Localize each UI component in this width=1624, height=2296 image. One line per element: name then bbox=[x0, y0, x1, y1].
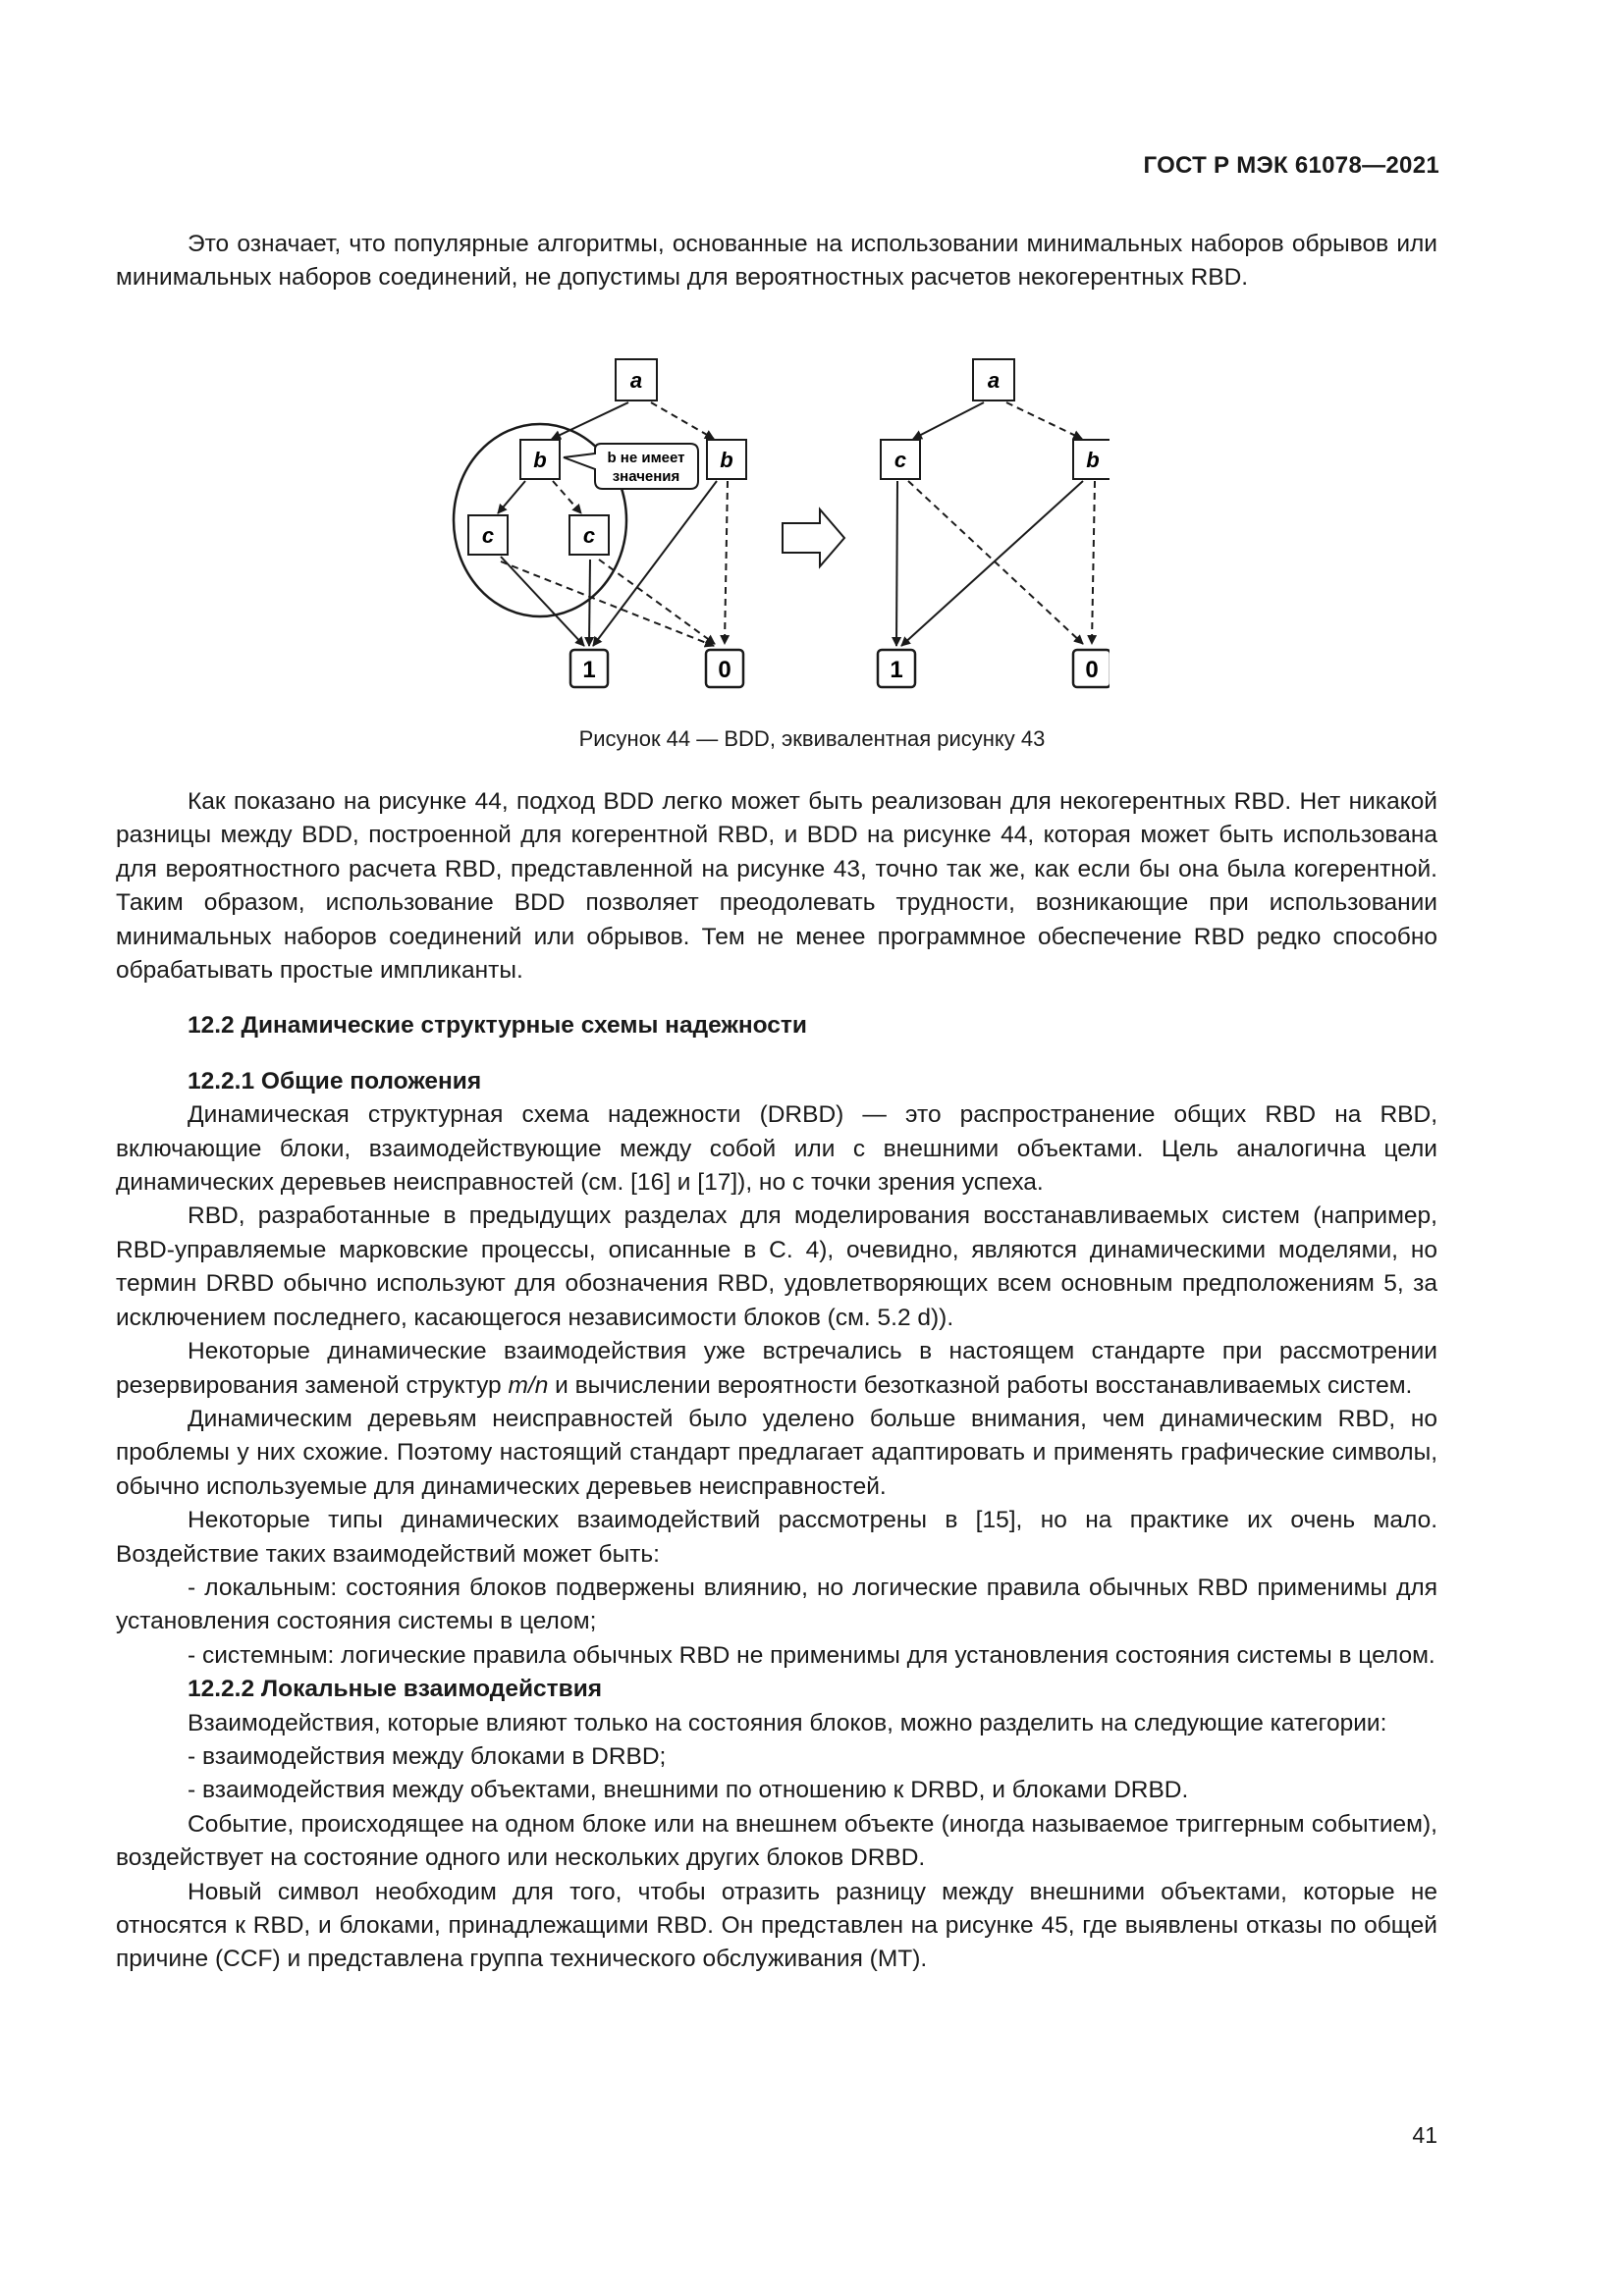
list-item: - локальным: состояния блоков подвержены влиянию, но логические правила обычных RBD применимы для установления состояния системы в целом; bbox=[116, 1574, 1437, 1635]
edge-a-b1-solid bbox=[552, 402, 628, 439]
intro-block bbox=[116, 228, 1437, 295]
paragraph: Взаимодействия, которые влияют только на состояния блоков, можно разделить на следующие категории: bbox=[188, 1709, 1387, 1736]
edge-c-1-solid bbox=[896, 481, 897, 646]
terminal-0: 0 bbox=[1085, 657, 1099, 683]
node-a: a bbox=[629, 368, 643, 393]
right-bdd bbox=[878, 359, 1110, 687]
list-item: - взаимодействия между блоками в DRBD; bbox=[188, 1742, 667, 1770]
left-bdd bbox=[454, 359, 746, 687]
paragraph: Это означает, что популярные алгоритмы, основанные на использовании минимальных наборов обрывов или минимальных наборов соединений, не допустимы для вероятностных расчетов некогерентных RBD. bbox=[116, 231, 1437, 292]
paragraph: Как показано на рисунке 44, подход BDD легко может быть реализован для некогерентных RBD. Нет никакой разницы между BDD, построенной для когерентной RBD, и BDD на рисунке 44, которая может быть использована для вероятностного расчета RBD, представленной на рисунке 43, точно так же, как если бы она была когерентной. Таким образом, использование BDD позволяет преодолевать трудности, возникающие при использовании минимальных наборов соединений или обрывов. Тем не менее программное обеспечение RBD редко способно обрабатывать простые импликанты. bbox=[116, 788, 1437, 985]
edge-c1-1-solid bbox=[501, 557, 584, 646]
figure-caption: Рисунок 44 — BDD, эквивалентная рисунку 43 bbox=[578, 726, 1046, 751]
edge-b-1-solid bbox=[901, 481, 1083, 646]
edge-b2-1-solid bbox=[593, 481, 717, 646]
body-block bbox=[116, 785, 1437, 1977]
node-b: b bbox=[1086, 448, 1100, 472]
text-span: и вычислении вероятности безотказной работы восстанавливаемых систем. bbox=[548, 1371, 1413, 1399]
node-c2: c bbox=[582, 523, 596, 548]
list-item: - системным: логические правила обычных RBD не применимы для установления состояния системы в целом. bbox=[188, 1641, 1435, 1669]
text-span: Некоторые динамические взаимодействия уже встречались в настоящем стандарте при рассмотрении резервирования заменой структур bbox=[116, 1338, 1437, 1399]
edge-a-b-dashed bbox=[1006, 402, 1082, 439]
node-c1: c bbox=[481, 523, 495, 548]
list-item: - взаимодействия между объектами, внешними по отношению к DRBD, и блоками DRBD. bbox=[188, 1777, 1189, 1804]
node-a: a bbox=[987, 368, 1001, 393]
section-heading-12-2: 12.2 Динамические структурные схемы надежности bbox=[188, 1012, 807, 1040]
callout-line-1: b не имеет bbox=[607, 450, 685, 466]
node-b2: b bbox=[720, 448, 733, 472]
terminal-1: 1 bbox=[890, 657, 903, 683]
section-heading-12-2-1: 12.2.1 Общие положения bbox=[188, 1067, 482, 1095]
edge-b2-0-dashed bbox=[725, 481, 728, 644]
paragraph: RBD, разработанные в предыдущих разделах для моделирования восстанавливаемых систем (например, RBD-управляемые марковские процессы, описанные в С. 4), очевидно, являются динамическими моделями, но термин DRBD обычно используют для обозначения RBD, удовлетворяющих всем основным предположениям 5, за исключением последнего, касающегося независимости блоков (см. 5.2 d)). bbox=[116, 1202, 1437, 1331]
edge-b1-c2-dashed bbox=[553, 481, 581, 513]
figure-44-bdd bbox=[442, 355, 1110, 709]
edge-a-c-solid bbox=[913, 402, 984, 439]
section-heading-12-2-2: 12.2.2 Локальные взаимодействия bbox=[188, 1676, 603, 1703]
node-c: c bbox=[893, 448, 907, 472]
paragraph: Новый символ необходим для того, чтобы отразить разницу между внешними объектами, которые не относятся к RBD, и блоками, принадлежащими RBD. Он представлен на рисунке 45, где выявлены отказы по общей причине (CCF) и представлена группа технического обслуживания (MT). bbox=[116, 1878, 1437, 1973]
paragraph: Событие, происходящее на одном блоке или на внешнем объекте (иногда называемое триггерным событием), воздействует на состояние одного или нескольких других блоков DRBD. bbox=[116, 1810, 1437, 1872]
edge-c2-1-solid bbox=[589, 560, 590, 646]
terminal-1: 1 bbox=[582, 657, 596, 683]
paragraph: Динамическим деревьям неисправностей было уделено больше внимания, чем динамическим RBD, но проблемы у них схожие. Поэтому настоящий стандарт предлагает адаптировать и применять графические символы, обычно используемые для динамических деревьев неисправностей. bbox=[116, 1405, 1437, 1500]
callout-line-2: значения bbox=[612, 468, 680, 485]
edge-c1-0-dashed bbox=[501, 561, 714, 646]
document-header: ГОСТ Р МЭК 61078—2021 bbox=[1143, 152, 1439, 179]
edge-b1-c1-solid bbox=[498, 481, 525, 513]
paragraph bbox=[116, 1335, 1437, 1403]
edge-b-0-dashed bbox=[1092, 481, 1095, 644]
page-number: 41 bbox=[1412, 2122, 1437, 2148]
paragraph: Некоторые типы динамических взаимодействий рассмотрены в [15], но на практике их очень мало. Воздействие таких взаимодействий может быть: bbox=[116, 1507, 1437, 1568]
paragraph: Динамическая структурная схема надежности (DRBD) — это распространение общих RBD на RBD, включающие блоки, взаимодействующие между собой или с внешними объектами. Цель аналогична цели динамических деревьев неисправностей (см. [16] и [17]), но с точки зрения успеха. bbox=[116, 1101, 1437, 1197]
edge-a-b2-dashed bbox=[651, 402, 714, 439]
transform-arrow bbox=[783, 509, 844, 566]
terminal-0: 0 bbox=[718, 657, 731, 683]
node-b1: b bbox=[533, 448, 547, 472]
mn-italic: m/n bbox=[508, 1371, 549, 1399]
edge-c2-0-dashed bbox=[599, 560, 715, 644]
